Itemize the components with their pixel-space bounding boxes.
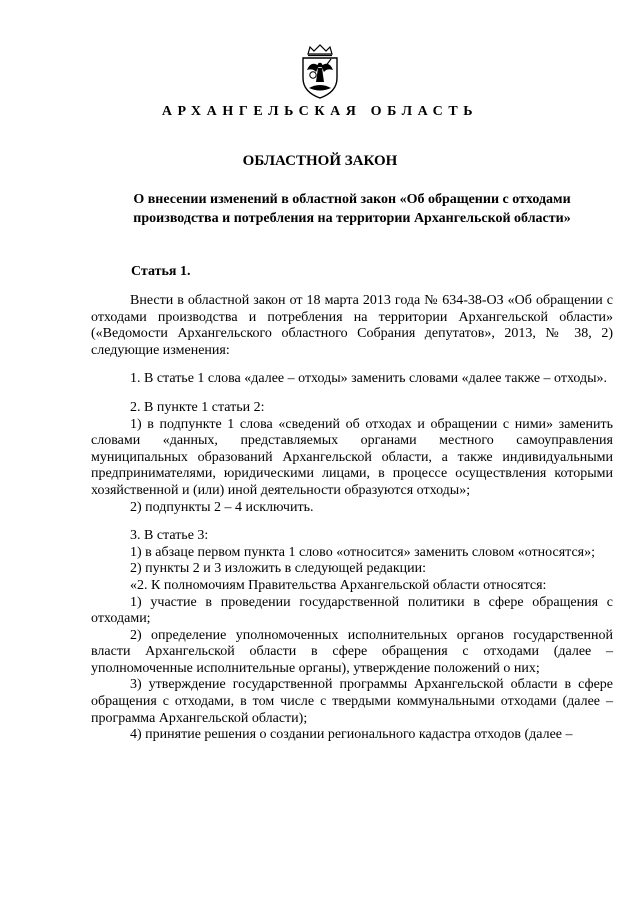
paragraph-item-1: 1. В статье 1 слова «далее – отходы» заменить словами «далее также – отходы». xyxy=(130,371,608,387)
law-body xyxy=(91,293,613,744)
paragraph-item-2: 2. В пункте 1 статьи 2: xyxy=(130,399,265,415)
paragraph-item-3-1: 1) в абзаце первом пункта 1 слово «относится» заменить словом «относятся»; xyxy=(130,544,595,560)
paragraph-power-3: 3) утверждение государственной программы Архангельской области в сфере обращения с отходами, в том числе с твердыми коммунальными отходами (далее – программа Архангельской области); xyxy=(91,677,613,726)
paragraph-quote-start: «2. К полномочиям Правительства Архангельской области относятся: xyxy=(130,577,547,593)
emblem-container xyxy=(0,44,640,100)
paragraph-item-3-2: 2) пункты 2 и 3 изложить в следующей редакции: xyxy=(130,561,427,577)
paragraph-power-1: 1) участие в проведении государственной политики в сфере обращения с отходами; xyxy=(91,594,613,627)
paragraph-item-2-1: 1) в подпункте 1 слова «сведений об отходах и обращении с ними» заменить словами «данных, представляемых органами местного самоуправления муниципальных образований Архангельской области, а также индивидуальными предпринимателями, юридическими лицами, в процессе осуществления которыми хозяйственной и (или) иной деятельности образуются отходы»; xyxy=(91,416,613,498)
paragraph-item-3: 3. В статье 3: xyxy=(130,528,209,544)
paragraph-power-4: 4) принятие решения о создании регионального кадастра отходов (далее – xyxy=(130,727,573,743)
law-subject: О внесении изменений в областной закон «Об обращении с отходами производства и потребления на территории Архангельской области» xyxy=(133,192,571,226)
paragraph-power-2: 2) определение уполномоченных исполнительных органов государственной власти Архангельской области в сфере обращения с отходами (далее – уполномоченные исполнительные органы), утверждение положений о них; xyxy=(91,627,613,676)
region-name: АРХАНГЕЛЬСКАЯ ОБЛАСТЬ xyxy=(161,104,479,119)
paragraph-item-2-2: 2) подпункты 2 – 4 исключить. xyxy=(130,499,314,515)
paragraph-intro: Внести в областной закон от 18 марта 2013 года № 634-38-ОЗ «Об обращении с отходами производства и потребления на территории Архангельской области» («Ведомости Архангельского областного Собрания депутатов», 2013, № 38, 2) следующие изменения: xyxy=(91,293,613,358)
article-heading: Статья 1. xyxy=(131,264,191,279)
law-type-title: ОБЛАСТНОЙ ЗАКОН xyxy=(242,153,398,169)
coat-of-arms-icon xyxy=(296,44,344,100)
